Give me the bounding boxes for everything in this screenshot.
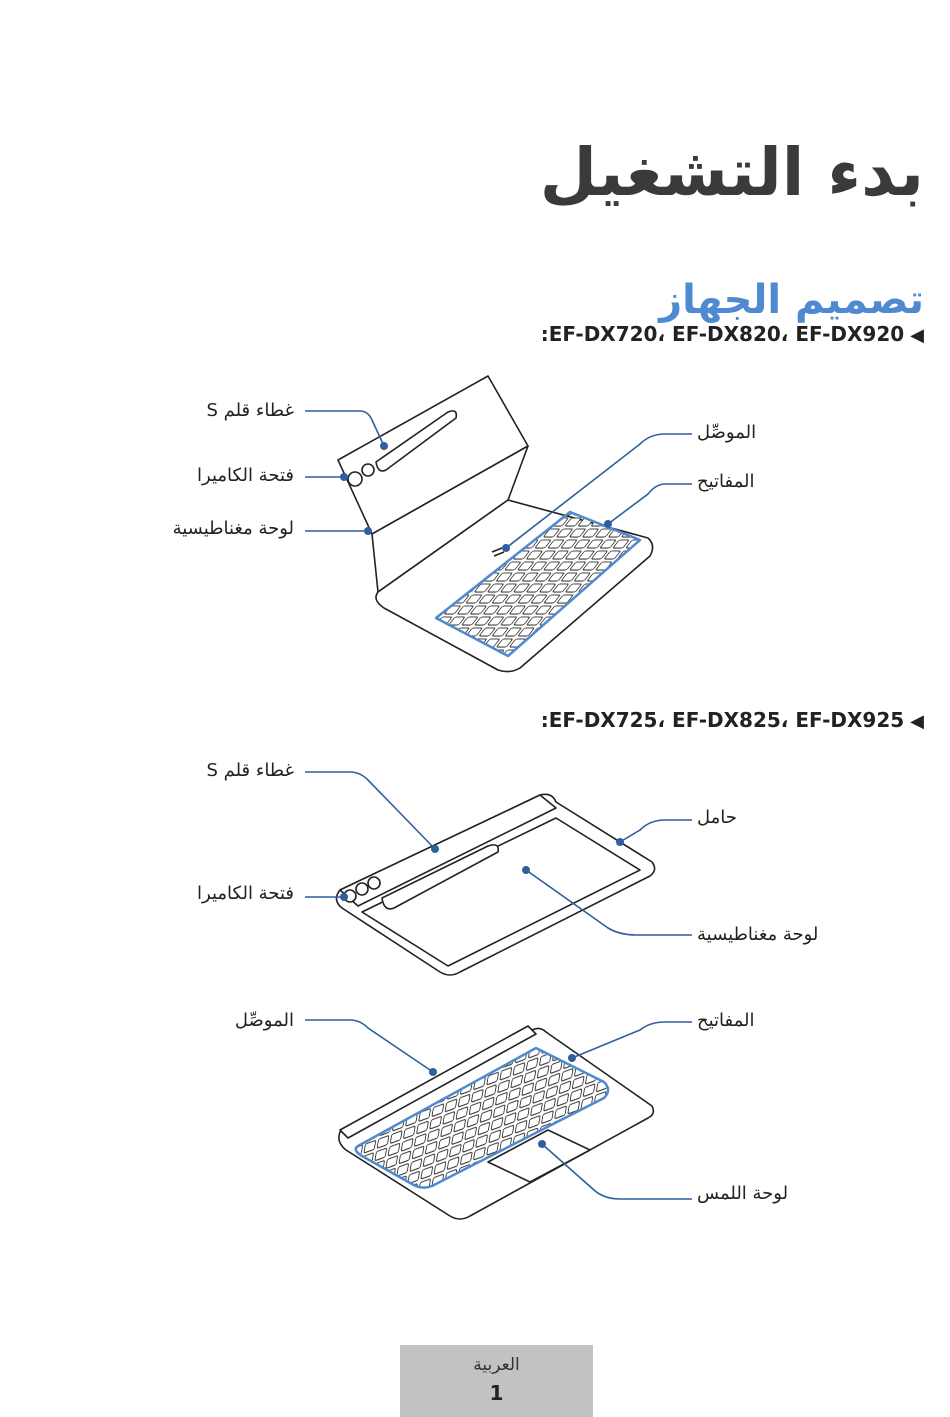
fig2-label-holder: حامل	[697, 807, 737, 828]
fig2-label-magnetic-panel: لوحة مغناطيسية	[697, 924, 819, 945]
fig1-label-connector: الموصِّل	[697, 422, 757, 443]
page-footer	[400, 1345, 593, 1417]
fig1-label-camera-opening: فتحة الكاميرا	[197, 465, 294, 486]
page-number: 1	[489, 1381, 504, 1405]
fig1-label-keys: المفاتيح	[697, 471, 755, 492]
figure2-keyboard-drawing	[339, 1026, 653, 1219]
fig2-label-camera-opening: فتحة الكاميرا	[197, 883, 294, 904]
page-title: بدء التشغيل	[539, 134, 924, 212]
figure1-models: EF-DX720، EF-DX820، EF-DX920:	[540, 322, 905, 346]
footer-language: العربية	[473, 1355, 520, 1375]
fig1-label-pen-cover: غطاء قلم S	[206, 400, 294, 421]
fig1-label-magnetic-panel: لوحة مغناطيسية	[172, 518, 294, 539]
triangle-bullet-icon: ◀	[910, 711, 924, 732]
fig2-label-connector: الموصِّل	[234, 1010, 294, 1031]
section-title: تصميم الجهاز	[659, 277, 924, 324]
fig2-label-touchpad: لوحة اللمس	[697, 1183, 789, 1204]
triangle-bullet-icon: ◀	[910, 325, 924, 346]
fig2-label-pen-cover: غطاء قلم S	[206, 760, 294, 781]
figure2-cover-drawing	[336, 794, 654, 975]
figure2-models: EF-DX725، EF-DX825، EF-DX925:	[540, 708, 905, 732]
fig2-label-keys: المفاتيح	[697, 1010, 755, 1031]
